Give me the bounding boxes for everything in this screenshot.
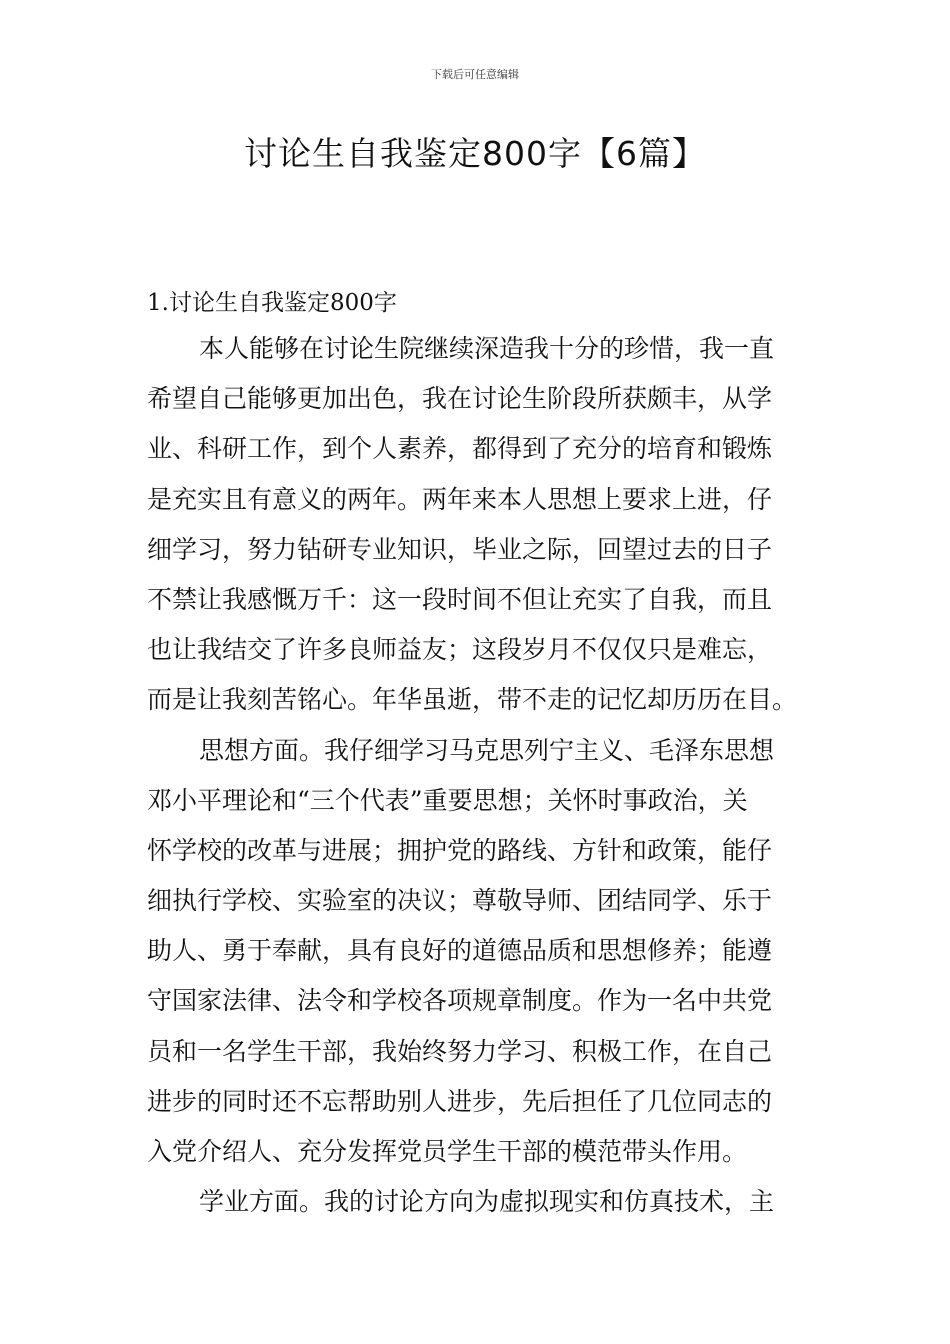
paragraph-line: 学业方面。我的讨论方向为虚拟现实和仿真技术，主 (199, 1187, 775, 1217)
paragraph-line: 邓小平理论和“三个代表”重要思想；关怀时事政治，关 (147, 785, 748, 815)
paragraph-line: 细执行学校、实验室的决议；尊敬导师、团结同学、乐于 (147, 886, 773, 916)
paragraph-line: 助人、勇于奉献，具有良好的道德品质和思想修养；能遵 (147, 936, 773, 966)
paragraph-line: 不禁让我感慨万千：这一段时间不但让充实了自我，而且 (147, 584, 773, 614)
header-note: 下载后可任意编辑 (431, 68, 519, 81)
paragraph-line: 细学习，努力钻研专业知识，毕业之际，回望过去的日子 (147, 534, 773, 564)
paragraph-line: 守国家法律、法令和学校各项规章制度。作为一名中共党 (147, 986, 773, 1016)
paragraph-line: 业、科研工作，到个人素养，都得到了充分的培育和锻炼 (147, 434, 773, 464)
paragraph-line: 入党介绍人、充分发挥党员学生干部的模范带头作用。 (147, 1137, 748, 1166)
paragraph-line: 是充实且有意义的两年。两年来本人思想上要求上进，仔 (147, 484, 773, 514)
paragraph-line: 员和一名学生干部，我始终努力学习、积极工作，在自己 (147, 1036, 773, 1066)
document-title: 讨论生自我鉴定800字【6篇】 (244, 134, 706, 173)
section-heading: 1.讨论生自我鉴定800字 (147, 290, 397, 316)
paragraph-line: 也让我结交了许多良师益友；这段岁月不仅仅只是难忘， (147, 635, 773, 665)
paragraph-line: 进步的同时还不忘帮助别人进步，先后担任了几位同志的 (147, 1086, 773, 1116)
paragraph-line: 怀学校的改革与进展；拥护党的路线、方针和政策，能仔 (147, 835, 773, 865)
paragraph-line: 思想方面。我仔细学习马克思列宁主义、毛泽东思想 (199, 735, 775, 765)
paragraph-line: 而是让我刻苦铭心。年华虽逝，带不走的记忆却历历在目。 (147, 685, 798, 715)
body-text (147, 324, 807, 1227)
paragraph-line: 希望自己能够更加出色，我在讨论生阶段所获颇丰，从学 (147, 384, 773, 414)
paragraph-line: 本人能够在讨论生院继续深造我十分的珍惜，我一直 (199, 334, 775, 363)
